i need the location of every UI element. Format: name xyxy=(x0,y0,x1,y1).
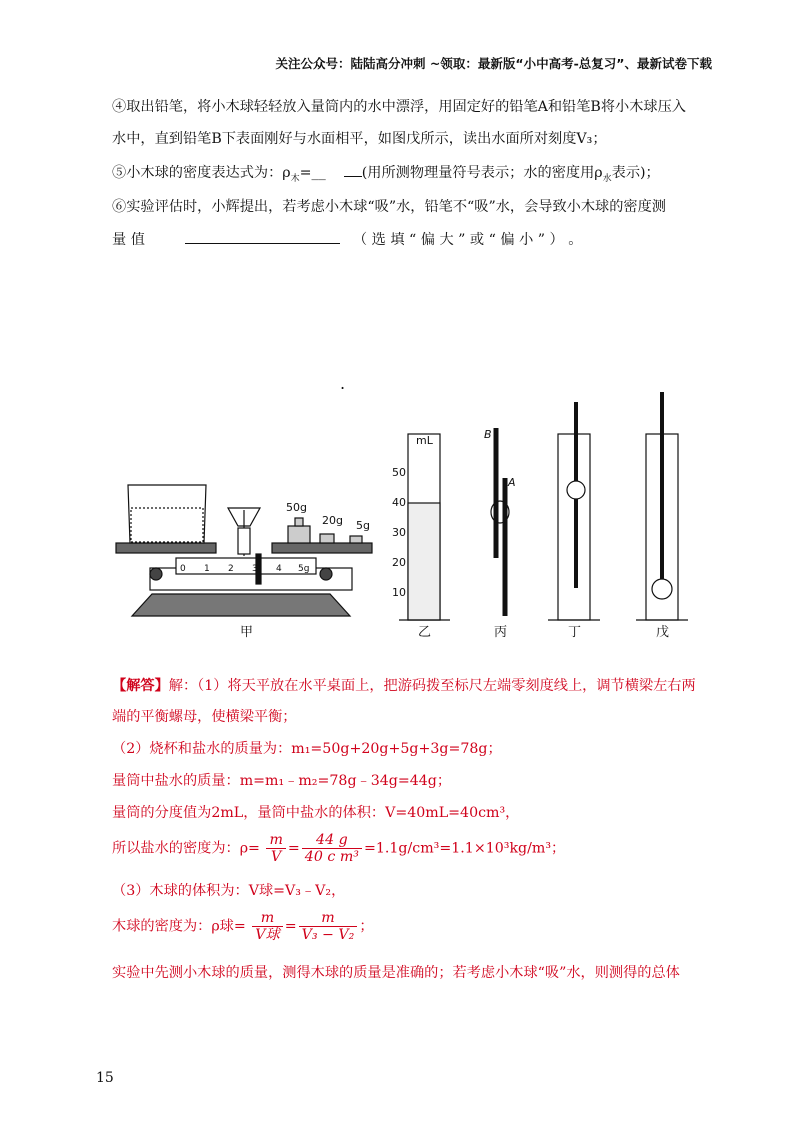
figure-label-jia: 甲 xyxy=(240,625,254,640)
question-6-line-2 xyxy=(112,229,582,249)
figure-label-wu: 戊 xyxy=(656,625,670,640)
answer-line-7: （3）木球的体积为：V球=V₃﹣V₂， xyxy=(112,883,346,899)
question-4-line-1: ④取出铅笔，将小木球轻轻放入量筒内的水中漂浮，用固定好的铅笔A和铅笔B将小木球压入 xyxy=(112,99,686,115)
rider-tick-4: 4 xyxy=(276,564,282,574)
answer-8-post: ； xyxy=(359,918,374,935)
answer-6-pre: 所以盐水的密度为：ρ= xyxy=(112,840,260,857)
answer-line-3: （2）烧杯和盐水的质量为：m₁=50g+20g+5g+3g=78g； xyxy=(112,741,502,757)
answer-line-2: 端的平衡螺母，使横梁平衡； xyxy=(112,709,297,725)
cyl-tick-30: 30 xyxy=(392,526,406,539)
cyl-tick-40: 40 xyxy=(392,496,406,509)
answer-line-1 xyxy=(112,675,696,695)
q5-sub-water: 水 xyxy=(602,173,612,184)
right-pan xyxy=(272,543,372,553)
weight-20g xyxy=(320,534,334,543)
q5-sub-wood: 木 xyxy=(290,173,300,184)
left-pan xyxy=(116,543,216,553)
rider-scale xyxy=(176,558,316,574)
q5-end: 表示)； xyxy=(611,165,660,181)
q6-post: （ 选 填 “ 偏 大 ” 或 “ 偏 小 ” ） 。 xyxy=(352,232,583,248)
frac-4-num: m xyxy=(299,910,358,927)
frac-2-den: 40 c m³ xyxy=(304,849,359,865)
experiment-figure xyxy=(110,378,700,640)
answer-blank-6[interactable] xyxy=(185,229,340,244)
weight-label-5g: 5g xyxy=(356,519,370,532)
cyl-tick-20: 20 xyxy=(392,556,406,569)
q5-post: (用所测物理量符号表示；水的密度用ρ xyxy=(361,165,603,181)
answer-line-8: 木球的密度为：ρ球= $\frac{m}{\text{V球}}$ = $\frac{m}{\text{V₃ − V₂}}$ ； xyxy=(112,910,374,943)
figure-label-bing: 丙 xyxy=(494,625,508,640)
figure-label-yi: 乙 xyxy=(418,625,432,640)
frac-3-num: m xyxy=(252,910,282,927)
pencil-label-b: B xyxy=(484,428,492,441)
weight-label-20g: 20g xyxy=(322,514,343,527)
question-4-line-2: 水中，直到铅笔B下表面刚好与水面相平，如图戊所示，读出水面所对刻度V₃； xyxy=(112,131,607,147)
weight-label-50g: 50g xyxy=(286,501,307,514)
rider-tick-1: 1 xyxy=(204,564,210,574)
page-number: 15 xyxy=(96,1070,114,1086)
cyl-tick-50: 50 xyxy=(392,466,406,479)
answer-line-5: 量筒的分度值为2mL，量筒中盐水的体积：V=40mL=40cm³， xyxy=(112,805,520,821)
frac-4-den: V₃ − V₂ xyxy=(301,927,355,943)
rider-tick-5g: 5g xyxy=(298,564,310,574)
answer-line-6: 所以盐水的密度为：ρ= $\frac{m}{V}$ = $\frac{44 g}{\text{40 c m³}}$ =1.1g/cm³=1.1×10³kg/m³； xyxy=(112,832,566,865)
cylinder-unit: mL xyxy=(416,434,433,447)
cyl-tick-10: 10 xyxy=(392,586,406,599)
page-header: 关注公众号：陆陆高分冲刺 ~领取：最新版“小中高考-总复习”、最新试卷下载 xyxy=(275,56,712,71)
rider-tick-2: 2 xyxy=(228,564,234,574)
q5-prefix: ⑤小木球的密度表达式为：ρ xyxy=(112,165,291,181)
figure-label-ding: 丁 xyxy=(568,625,582,640)
weight-5g xyxy=(350,536,362,543)
answer-blank-5[interactable] xyxy=(344,162,362,177)
answer-8-pre: 木球的密度为：ρ球= xyxy=(112,918,246,935)
question-5 xyxy=(112,162,660,184)
balance-base xyxy=(132,594,350,616)
q5-eq: =__ xyxy=(299,165,326,181)
answer-text-1: 解：（1）将天平放在水平桌面上，把游码拨至标尺左端零刻度线上，调节横梁左右两 xyxy=(168,678,696,694)
question-6-line-1: ⑥实验评估时，小辉提出，若考虑小木球“吸”水，铅笔不“吸”水，会导致小木球的密度测 xyxy=(112,199,666,215)
stray-dot: . xyxy=(340,374,346,393)
pencil-label-a: A xyxy=(508,476,516,489)
rider-tick-0: 0 xyxy=(180,564,186,574)
answer-6-post: =1.1g/cm³=1.1×10³kg/m³； xyxy=(363,840,566,857)
answer-line-9: 实验中先测小木球的质量，测得木球的质量是准确的；若考虑小木球“吸”水，则测得的总体 xyxy=(112,965,680,981)
answer-label: 【解答】 xyxy=(112,678,169,694)
rider-tick-3: 3 xyxy=(252,564,258,574)
frac-2-num: 44 g xyxy=(302,832,362,849)
frac-1-den: V xyxy=(271,849,282,865)
answer-line-4: 量筒中盐水的质量：m=m₁﹣m₂=78g﹣34g=44g； xyxy=(112,773,452,789)
frac-1-num: m xyxy=(266,832,285,849)
weight-50g xyxy=(288,526,310,543)
frac-3-den: V球 xyxy=(255,927,280,943)
q6-prefix: 量 值 xyxy=(112,232,145,248)
